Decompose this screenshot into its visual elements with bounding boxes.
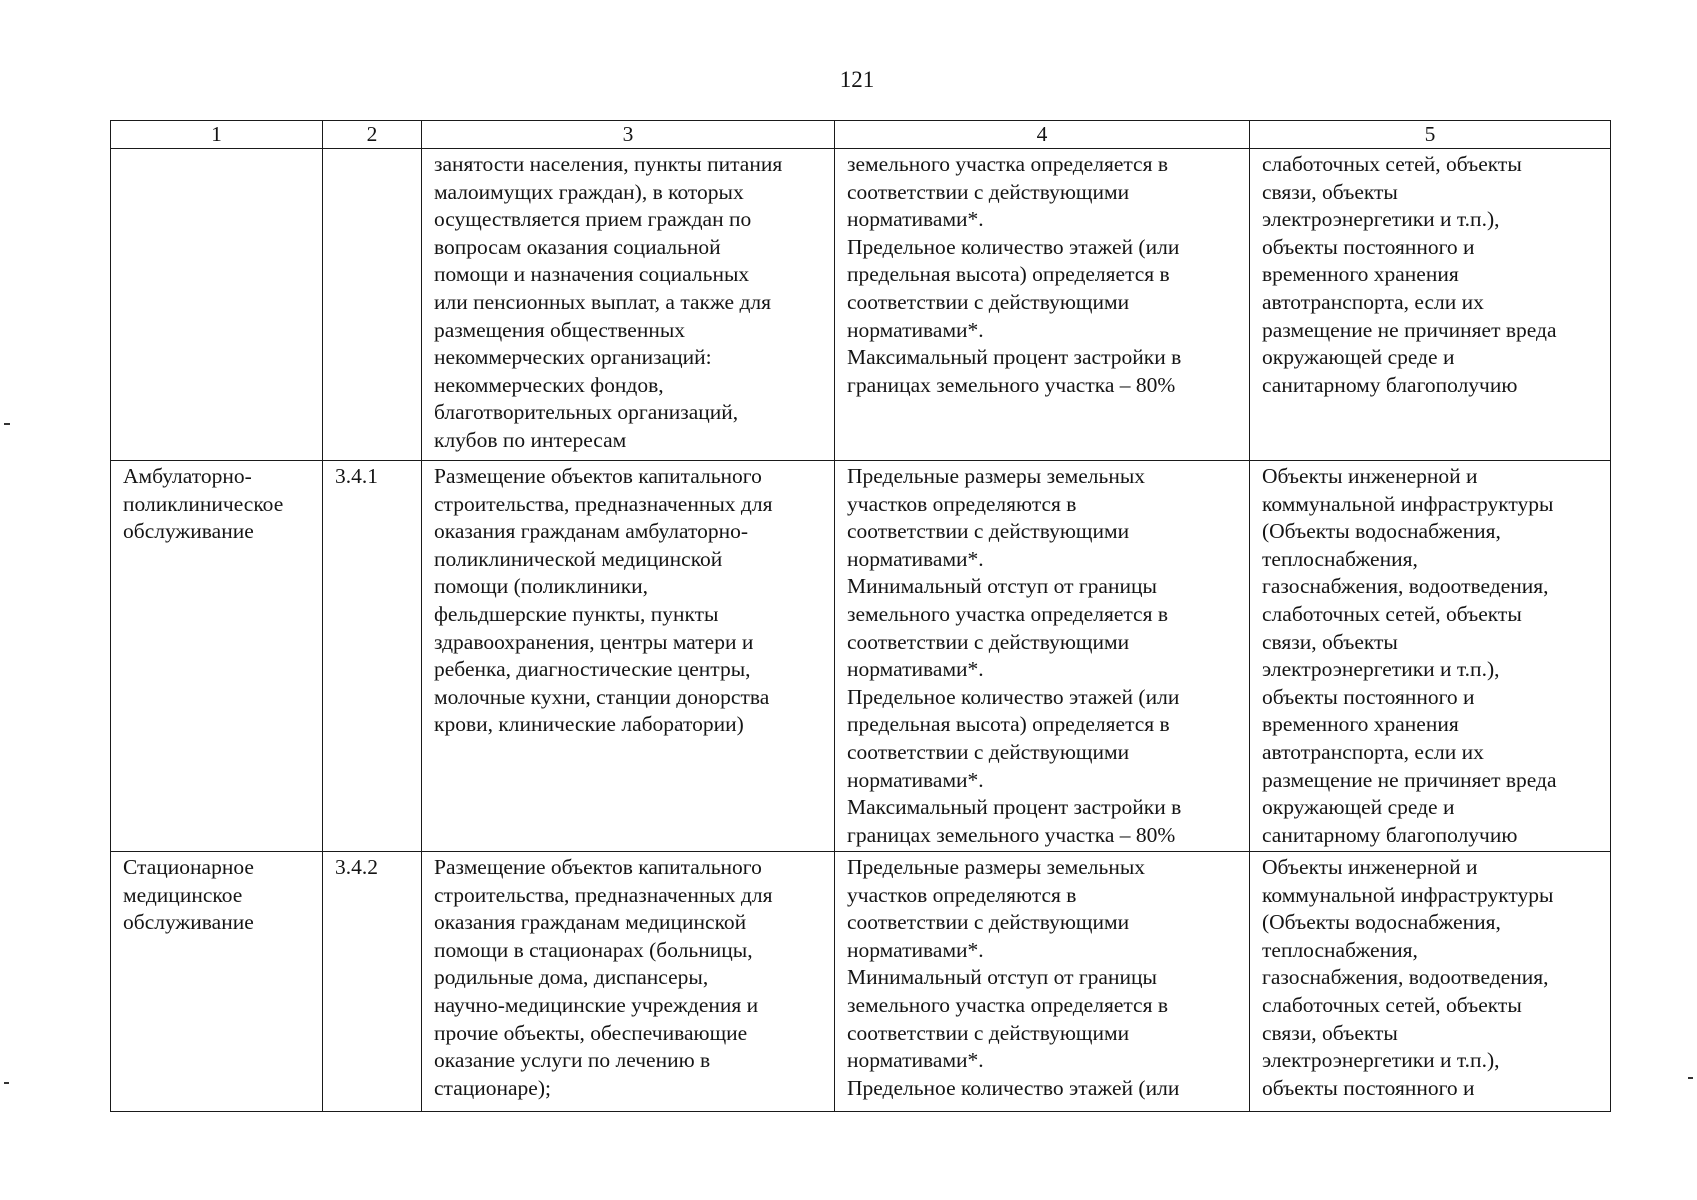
table-row	[111, 461, 1611, 852]
table-row	[111, 852, 1611, 1112]
table-header-row	[111, 121, 1611, 149]
use-type-code: 3.4.1	[323, 461, 422, 852]
column-header: 4	[835, 121, 1250, 149]
column-header: 3	[422, 121, 835, 149]
use-type-name: Амбулаторно- поликлиническое обслуживание	[111, 461, 323, 852]
auxiliary-uses: Объекты инженерной и коммунальной инфраструктуры (Объекты водоснабжения, теплоснабжения, газоснабжения, водоотведения, слаботочных сетей, объекты связи, объекты электроэнергетики и т.п.), объекты постоянного и временного хранения автотранспорта, если их размещение не причиняет вреда окружающей среде и санитарному благополучию	[1250, 461, 1611, 852]
table-row	[111, 149, 1611, 461]
limit-parameters: Предельные размеры земельных участков определяются в соответствии с действующими нормативами*. Минимальный отступ от границы земельного участка определяется в соответствии с действующими нормативами*. Предельное количество этажей (или предельная высота) определяется в соответствии с действующими нормативами*. Максимальный процент застройки в границах земельного участка – 80%	[835, 461, 1250, 852]
limit-parameters: земельного участка определяется в соответствии с действующими нормативами*. Предельное количество этажей (или предельная высота) определяется в соответствии с действующими нормативами*. Максимальный процент застройки в границах земельного участка – 80%	[835, 149, 1250, 461]
use-type-name	[111, 149, 323, 461]
auxiliary-uses: слаботочных сетей, объекты связи, объекты электроэнергетики и т.п.), объекты постоянного и временного хранения автотранспорта, если их размещение не причиняет вреда окружающей среде и санитарному благополучию	[1250, 149, 1611, 461]
scan-mark	[4, 423, 10, 425]
use-type-code	[323, 149, 422, 461]
land-use-table	[110, 120, 1611, 1112]
limit-parameters: Предельные размеры земельных участков определяются в соответствии с действующими нормативами*. Минимальный отступ от границы земельного участка определяется в соответствии с действующими нормативами*. Предельное количество этажей (или	[835, 852, 1250, 1112]
page-number: 121	[839, 67, 875, 92]
auxiliary-uses: Объекты инженерной и коммунальной инфраструктуры (Объекты водоснабжения, теплоснабжения, газоснабжения, водоотведения, слаботочных сетей, объекты связи, объекты электроэнергетики и т.п.), объекты постоянного и	[1250, 852, 1611, 1112]
use-type-description: занятости населения, пункты питания малоимущих граждан), в которых осуществляется прием граждан по вопросам оказания социальной помощи и назначения социальных или пенсионных выплат, а также для размещения общественных некоммерческих организаций: некоммерческих фондов, благотворительных организаций, клубов по интересам	[422, 149, 835, 461]
column-header: 5	[1250, 121, 1611, 149]
column-header: 1	[111, 121, 323, 149]
scan-mark	[1688, 1077, 1693, 1079]
use-type-description: Размещение объектов капитального строительства, предназначенных для оказания гражданам амбулаторно- поликлинической медицинской помощи (поликлиники, фельдшерские пункты, пункты здравоохранения, центры матери и ребенка, диагностические центры, молочные кухни, станции донорства крови, клинические лаборатории)	[422, 461, 835, 852]
column-header: 2	[323, 121, 422, 149]
use-type-name: Стационарное медицинское обслуживание	[111, 852, 323, 1112]
use-type-code: 3.4.2	[323, 852, 422, 1112]
use-type-description: Размещение объектов капитального строительства, предназначенных для оказания гражданам медицинской помощи в стационарах (больницы, родильные дома, диспансеры, научно-медицинские учреждения и прочие объекты, обеспечивающие оказание услуги по лечению в стационаре);	[422, 852, 835, 1112]
scan-mark	[4, 1082, 9, 1084]
